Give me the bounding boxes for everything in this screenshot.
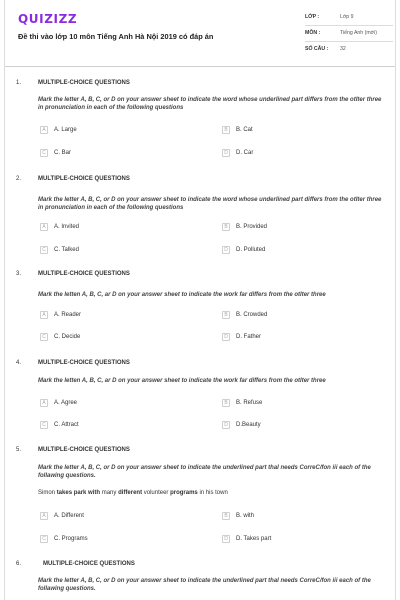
sentence-part-bold: different <box>118 490 143 496</box>
meta-row-class <box>305 10 393 26</box>
question-title: MULTIPLE-CHOICE QUESTIONS <box>38 271 130 277</box>
question-title: MULTIPLE-CHOICE QUESTIONS <box>38 80 130 86</box>
option-text: D. Takes part <box>236 536 272 542</box>
option-text: D. Polluted <box>236 247 266 253</box>
question-instruction: Mark the letter A, B, C, or D on your answer sheet to indicate the underlined part thal needs CorreC/fon iii each of the follawing questions. <box>38 578 371 592</box>
option-a[interactable] <box>40 222 79 232</box>
option-a[interactable] <box>40 310 81 320</box>
quizizz-logo: QUIZIZZ <box>18 12 78 26</box>
option-text: A. Reader <box>54 312 82 318</box>
option-text: D. Father <box>236 334 262 340</box>
quiz-header <box>5 0 395 67</box>
option-c[interactable] <box>40 420 79 430</box>
meta-label: MÔN : <box>305 30 321 37</box>
meta-row-count <box>305 42 393 57</box>
document-title: Đề thi vào lớp 10 môn Tiếng Anh Hà Nội 2019 có đáp án <box>18 32 214 41</box>
option-letter-box: A <box>40 512 48 520</box>
option-text: B. Provided <box>236 224 268 230</box>
option-letter-box: D <box>222 535 230 543</box>
option-letter-box: A <box>40 126 48 134</box>
option-letter-box: B <box>222 399 230 407</box>
sentence-part: in his town <box>197 490 228 496</box>
option-b[interactable] <box>222 222 267 232</box>
option-letter-box: D <box>222 246 230 254</box>
meta-value: Tiếng Anh (mới) <box>340 30 377 37</box>
sentence-part-bold: programs <box>170 490 198 496</box>
option-letter-box: D <box>222 421 230 429</box>
meta-value: Lớp 9 <box>340 14 354 21</box>
option-b[interactable] <box>222 511 254 521</box>
option-letter-box: D <box>222 149 230 157</box>
option-text: A. Invited <box>54 224 80 230</box>
option-text: A. Large <box>54 127 77 133</box>
option-letter-box: C <box>40 246 48 254</box>
question-sentence <box>38 490 228 496</box>
option-d[interactable] <box>222 245 265 255</box>
option-text: D.Beauty <box>236 422 261 428</box>
meta-row-subject <box>305 26 393 42</box>
option-text: C. Attract <box>54 422 79 428</box>
question-instruction: Mark the letter A, B, C, or D on your answer sheet to indicate the word whose underlined part differs from the otlter three in pronunciation in each of the following questions <box>38 97 382 111</box>
sentence-part: volunteer <box>142 490 171 496</box>
option-letter-box: C <box>40 149 48 157</box>
question-number: 3. <box>16 271 22 277</box>
option-letter-box: C <box>40 421 48 429</box>
option-d[interactable] <box>222 420 261 430</box>
option-text: B. Cat <box>236 127 253 133</box>
option-text: A. Different <box>54 513 84 519</box>
option-text: B. Refuse <box>236 400 263 406</box>
option-letter-box: C <box>40 535 48 543</box>
quiz-page <box>4 0 396 600</box>
option-text: C. Programs <box>54 536 88 542</box>
option-text: A. Agree <box>54 400 78 406</box>
option-letter-box: B <box>222 223 230 231</box>
question-instruction: Mark the letter A, B, C, or D on your answer sheet to indicate the word whose underlined part differs from the otlter three in pronunciation in each of the following questions <box>38 197 382 211</box>
option-text: C. Talked <box>54 247 79 253</box>
option-letter-box: B <box>222 512 230 520</box>
meta-value: 32 <box>340 45 346 52</box>
question-number: 1. <box>16 80 22 86</box>
option-c[interactable] <box>40 332 80 342</box>
question-instruction: Mark the letten A, B, C, ar D on your answer sheet to indicate the work far differs from the otlter three <box>38 378 326 384</box>
option-a[interactable] <box>40 398 77 408</box>
option-text: C. Bar <box>54 150 72 156</box>
sentence-part: many <box>100 490 119 496</box>
option-d[interactable] <box>222 332 261 342</box>
option-c[interactable] <box>40 534 88 544</box>
question-number: 5. <box>16 447 22 453</box>
option-c[interactable] <box>40 148 71 158</box>
question-title: MULTIPLE-CHOICE QUESTIONS <box>38 360 130 366</box>
option-letter-box: B <box>222 311 230 319</box>
option-letter-box: C <box>40 333 48 341</box>
sentence-part-bold: takes park with <box>56 490 101 496</box>
sentence-part: Simon <box>38 490 57 496</box>
meta-label: LỚP : <box>305 14 320 21</box>
option-a[interactable] <box>40 511 84 521</box>
question-instruction: Mark the letter A, B, C, or D on your answer sheet to indicate the underlined part thal needs CorreC/fon iii each of the follawing questions. <box>38 465 371 479</box>
question-number: 6. <box>16 561 22 567</box>
question-number: 2. <box>16 176 22 182</box>
meta-label: SỐ CÂU : <box>305 45 329 52</box>
option-text: B. with <box>236 513 255 519</box>
question-instruction: Mark the letten A, B, C, ar D on your answer sheet to indicate the work far differs from the otlter three <box>38 292 326 298</box>
question-title: MULTIPLE-CHOICE QUESTIONS <box>38 176 130 182</box>
option-text: D. Car <box>236 150 254 156</box>
option-text: B. Crowded <box>236 312 268 318</box>
meta-table <box>305 10 393 56</box>
question-title: MULTIPLE-CHOICE QUESTIONS <box>38 447 130 453</box>
option-letter-box: A <box>40 311 48 319</box>
option-b[interactable] <box>222 398 262 408</box>
question-title: MULTIPLE-CHOICE QUESTIONS <box>43 561 135 567</box>
option-text: C. Decide <box>54 334 81 340</box>
option-letter-box: A <box>40 223 48 231</box>
option-letter-box: A <box>40 399 48 407</box>
option-b[interactable] <box>222 125 253 135</box>
option-d[interactable] <box>222 534 271 544</box>
option-a[interactable] <box>40 125 77 135</box>
option-b[interactable] <box>222 310 267 320</box>
option-letter-box: B <box>222 126 230 134</box>
option-d[interactable] <box>222 148 253 158</box>
option-c[interactable] <box>40 245 79 255</box>
option-letter-box: D <box>222 333 230 341</box>
question-number: 4. <box>16 360 22 366</box>
